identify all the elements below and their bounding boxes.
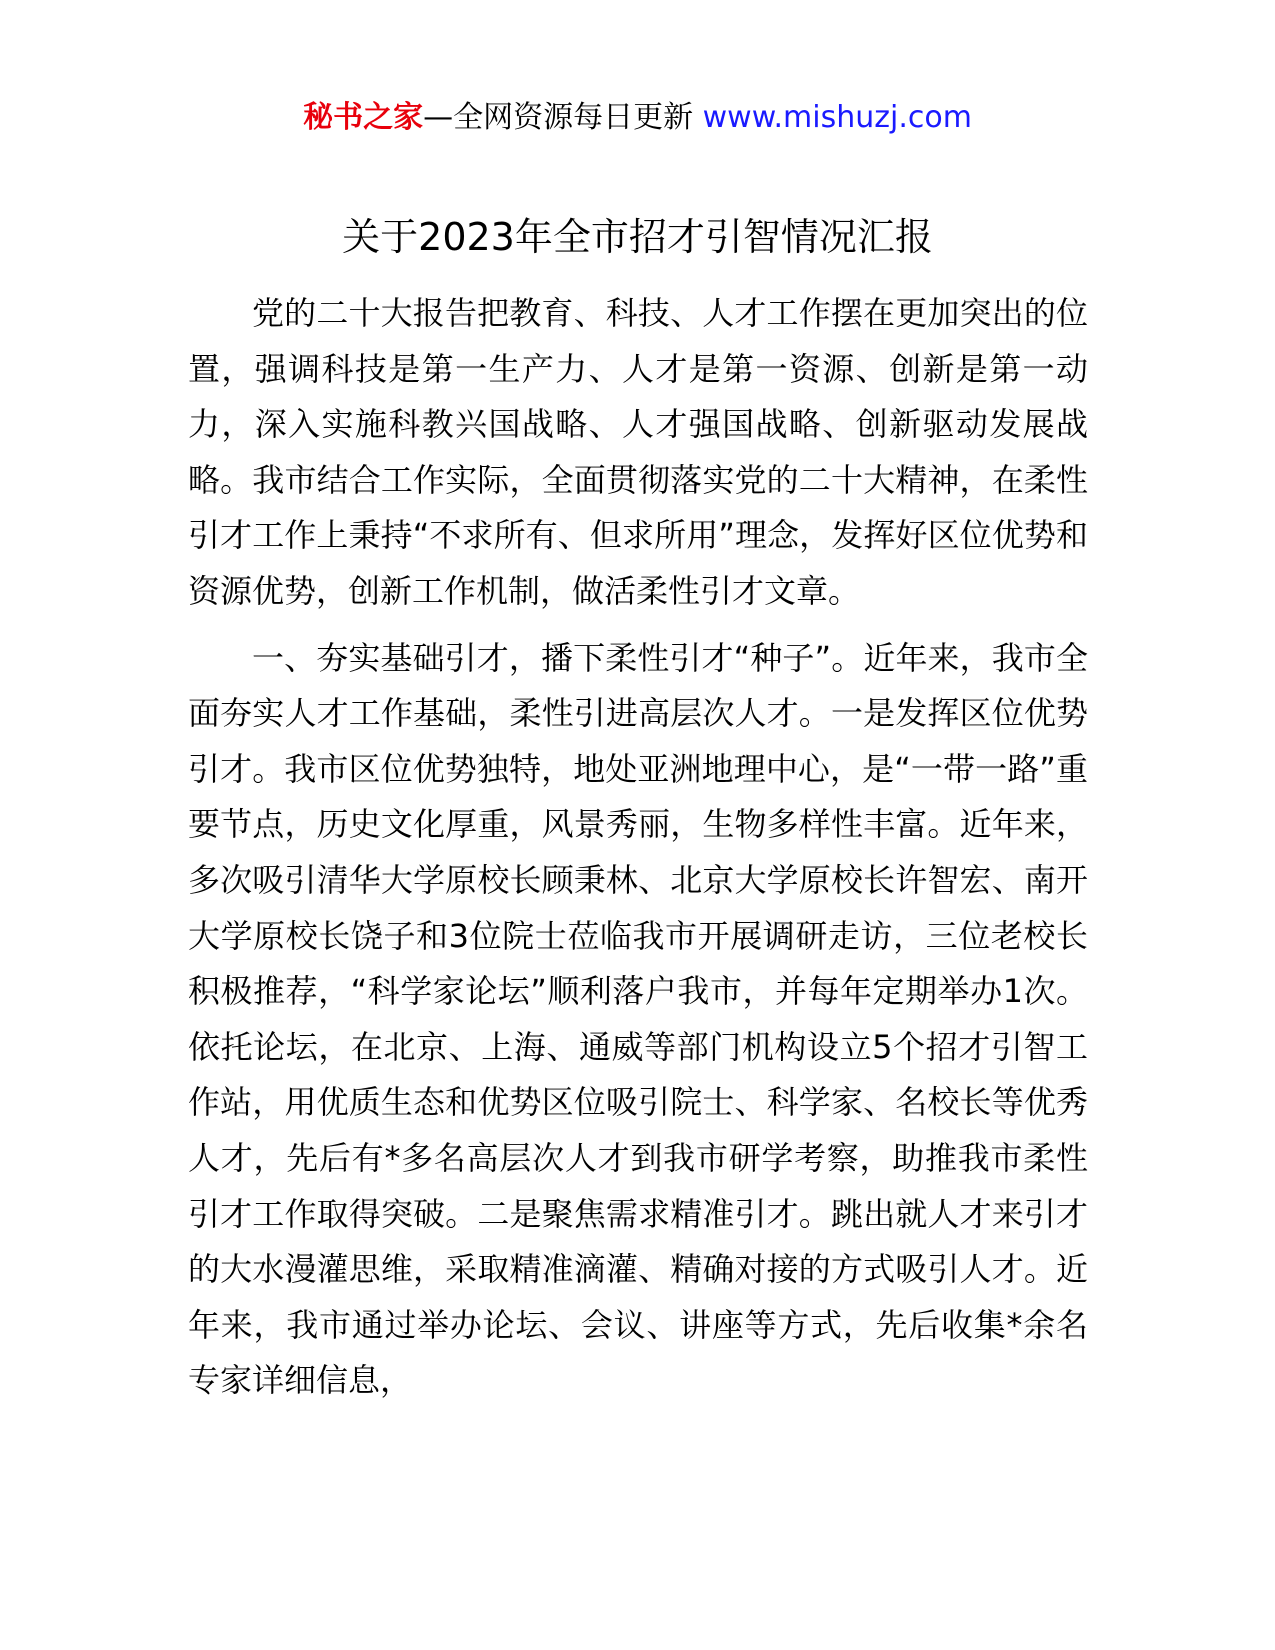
intro-paragraph: 党的二十大报告把教育、科技、人才工作摆在更加突出的位置，强调科技是第一生产力、人才是第一资源、创新是第一动力，深入实施科教兴国战略、人才强国战略、创新驱动发展战略。我市结合工作实际，全面贯彻落实党的二十大精神，在柔性引才工作上秉持“不求所有、但求所用”理念，发挥好区位优势和资源优势，创新工作机制，做活柔性引才文章。 [188, 294, 1088, 610]
document-body [188, 286, 1088, 1409]
document-title: 关于2023年全市招才引智情况汇报 [342, 215, 933, 259]
site-brand: 秘书之家 [303, 100, 424, 135]
site-banner [0, 98, 1275, 138]
site-url-link[interactable]: www.mishuzj.com [702, 100, 972, 135]
section-one-paragraph: 一、夯实基础引才，播下柔性引才“种子”。近年来，我市全面夯实人才工作基础，柔性引进高层次人才。一是发挥区位优势引才。我市区位优势独特，地处亚洲地理中心，是“一带一路”重要节点，历史文化厚重，风景秀丽，生物多样性丰富。近年来，多次吸引清华大学原校长顾秉林、北京大学原校长许智宏、南开大学原校长饶子和3位院士莅临我市开展调研走访，三位老校长积极推荐，“科学家论坛”顺利落户我市，并每年定期举办1次。依托论坛，在北京、上海、通威等部门机构设立5个招才引智工作站，用优质生态和优势区位吸引院士、科学家、名校长等优秀人才，先后有*多名高层次人才到我市研学考察，助推我市柔性引才工作取得突破。二是聚焦需求精准引才。跳出就人才来引才的大水漫灌思维，采取精准滴灌、精确对接的方式吸引人才。近年来，我市通过举办论坛、会议、讲座等方式，先后收集*余名专家详细信息， [188, 638, 1088, 1400]
site-tagline: —全网资源每日更新 [423, 100, 694, 135]
